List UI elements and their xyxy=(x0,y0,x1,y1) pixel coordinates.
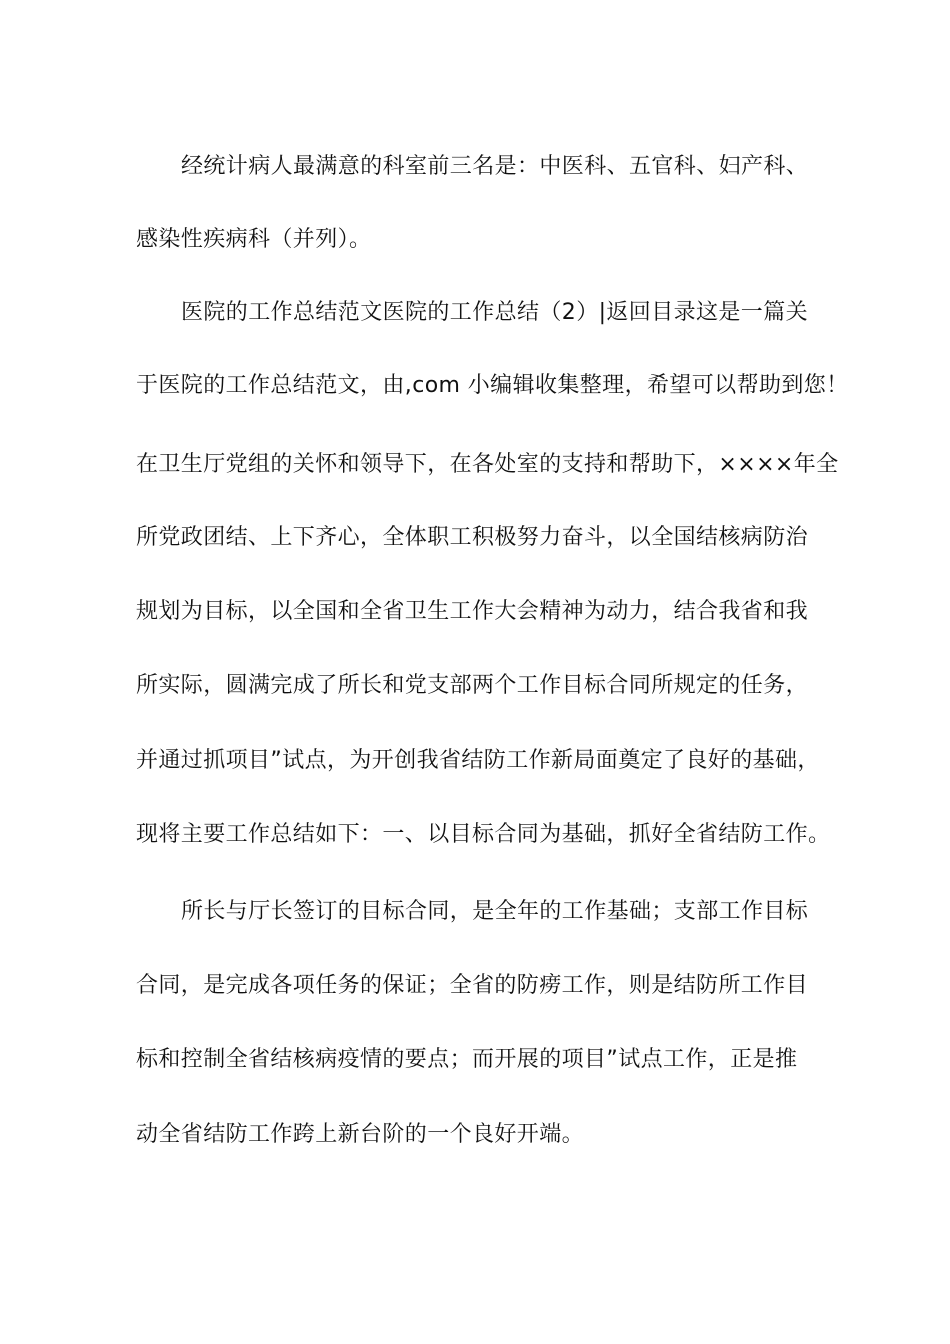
paragraph-line: 动全省结防工作跨上新台阶的一个良好开端。 xyxy=(136,1122,585,1147)
paragraph-line: 医院的工作总结范文医院的工作总结（2）|返回目录这是一篇关 xyxy=(181,300,809,325)
paragraph-line: 规划为目标，以全国和全省卫生工作大会精神为动力，结合我省和我 xyxy=(136,599,809,624)
paragraph-line: 所党政团结、上下齐心，全体职工积极努力奋斗，以全国结核病防治 xyxy=(136,525,809,550)
paragraph-line: 标和控制全省结核病疫情的要点；而开展的项目”试点工作，正是推 xyxy=(136,1047,798,1072)
paragraph-line: 经统计病人最满意的科室前三名是：中医科、五官科、妇产科、 xyxy=(181,154,809,179)
paragraph-line: 并通过抓项目”试点，为开创我省结防工作新局面奠定了良好的基础， xyxy=(136,748,820,773)
paragraph-line: 于医院的工作总结范文，由,com 小编辑收集整理，希望可以帮助到您！ xyxy=(136,373,849,398)
paragraph-line: 合同，是完成各项任务的保证；全省的防痨工作，则是结防所工作目 xyxy=(136,973,809,998)
paragraph-line: 所实际，圆满完成了所长和党支部两个工作目标合同所规定的任务， xyxy=(136,673,809,698)
paragraph-line: 现将主要工作总结如下：一、以目标合同为基础，抓好全省结防工作。 xyxy=(136,822,831,847)
paragraph-line: 所长与厅长签订的目标合同，是全年的工作基础；支部工作目标 xyxy=(181,899,809,924)
paragraph-line: 在卫生厅党组的关怀和领导下，在各处室的支持和帮助下，××××年全 xyxy=(136,452,839,477)
paragraph-line: 感染性疾病科（并列）。 xyxy=(136,227,372,252)
